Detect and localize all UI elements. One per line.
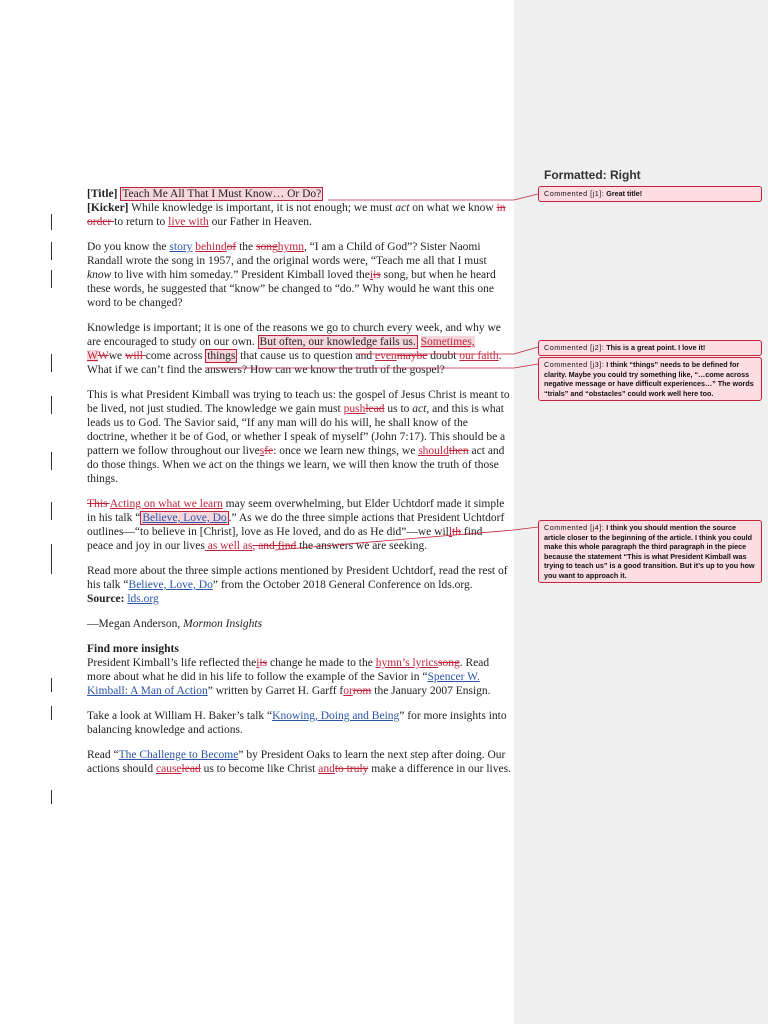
change-bar xyxy=(51,214,52,230)
text-run: may seem overwhelming, but Elder Uchtdorf made it simple in his talk “ xyxy=(87,498,505,524)
text-run: Take a look at William H. Baker’s talk “ xyxy=(87,710,273,722)
insertion[interactable]: i xyxy=(369,269,374,281)
text-run: , “I am a Child of God”? Sister Naomi Randall wrote the song in 1957, and the original words were, “Teach me all that I must xyxy=(87,241,487,267)
deletion[interactable]: to truly xyxy=(334,763,369,775)
change-bar xyxy=(51,270,52,288)
comment-anchor-j2[interactable]: But often, our knowledge fails us. xyxy=(259,336,416,348)
deletion[interactable]: maybe xyxy=(396,350,428,362)
paragraph-8 xyxy=(87,748,511,776)
insertion[interactable]: s xyxy=(259,445,265,457)
title-line xyxy=(87,187,511,201)
comment-j2[interactable] xyxy=(538,340,762,356)
comment-label: Commented [j2]: xyxy=(544,343,605,352)
text-run: ” for more insights into balancing knowledge and actions. xyxy=(87,710,507,736)
deletion[interactable]: in order xyxy=(87,202,506,228)
change-bar xyxy=(51,354,52,372)
insertion[interactable]: hymn’s lyrics xyxy=(375,657,438,669)
deletion[interactable]: lead xyxy=(181,763,201,775)
insertion[interactable]: l xyxy=(448,526,453,538)
byline xyxy=(87,617,511,631)
deletion[interactable]: is xyxy=(373,269,381,281)
text-run: President Kimball’s life reflected the xyxy=(87,657,257,669)
challenge-to-become-link[interactable]: The Challenge to Become xyxy=(118,749,239,761)
comment-label: Commented [j3]: xyxy=(544,360,605,369)
deletion[interactable]: lead xyxy=(365,403,385,415)
lds-org-link[interactable]: lds.org xyxy=(127,593,159,605)
deletion[interactable]: will xyxy=(125,350,146,362)
formatting-note: Formatted: Right xyxy=(544,168,641,182)
deletion[interactable]: fe xyxy=(264,445,274,457)
text-run: : once we learn new things, we xyxy=(273,445,419,457)
text-run: our Father in Heaven. xyxy=(208,216,312,228)
insertion[interactable]: i xyxy=(256,657,260,669)
text-run: to return to xyxy=(114,216,169,228)
text-run: that cause us to question and xyxy=(237,350,375,362)
text-run: doubt xyxy=(427,350,460,362)
text-run: act and do those things. When we act on the things we learn, we will then know the truth of those things. xyxy=(87,445,505,485)
source-label: Source: xyxy=(87,593,125,605)
insertion[interactable]: and xyxy=(318,763,335,775)
text-run: This is what President Kimball was trying to teach us: the gospel of Jesus Christ is meant to be lived, not just studied. The knowledge we gain must xyxy=(87,389,510,415)
change-bar xyxy=(51,706,52,720)
deletion[interactable]: rom xyxy=(352,685,372,697)
text-run: us to xyxy=(384,403,413,415)
insertion[interactable]: behind xyxy=(195,241,227,253)
text-run: ” written by Garret H. Garff f xyxy=(207,685,344,697)
comment-text: I think “things” needs to be defined for clarity. Maybe you could try something like, “…come across negative message or have difficult experiences…” The words “trials” and “obstacles” could work well here too. xyxy=(544,360,754,398)
article-title[interactable]: Teach Me All That I Must Know… Or Do? xyxy=(122,188,322,200)
text-run: ” from the October 2018 General Conference on lds.org. xyxy=(212,579,473,591)
insertion[interactable]: hymn xyxy=(277,241,304,253)
change-bar xyxy=(51,242,52,260)
comment-text: This is a great point. I love it! xyxy=(606,343,706,352)
kicker-paragraph xyxy=(87,201,511,229)
text-run: the January 2007 Ensign. xyxy=(371,685,491,697)
believe-love-do-link[interactable]: Believe, Love, Do xyxy=(142,512,227,524)
deletion[interactable]: W xyxy=(97,350,109,362)
deletion[interactable]: then xyxy=(448,445,469,457)
insertion[interactable]: live with xyxy=(168,216,209,228)
deletion[interactable]: of xyxy=(226,241,237,253)
paragraph-1 xyxy=(87,240,511,310)
text-run: us to become like Christ xyxy=(200,763,319,775)
deletion[interactable]: song xyxy=(256,241,278,253)
text-run: make a difference in our lives. xyxy=(368,763,511,775)
text-run: song, but when he heard these words, he suggested that “know” be changed to “do.” Why would he want this one word to be changed? xyxy=(87,269,496,309)
deletion[interactable]: is xyxy=(259,657,268,669)
text-run: on what we know xyxy=(409,202,497,214)
text-run: , and this is what leads us to God. The Savior said, “If any man will do his will, he shall know of the doctrine, whether it be of God, or whether I speak of myself” (John 7:17). This should be a pattern we follow throughout our live xyxy=(87,403,506,457)
insertion[interactable]: Acting on what we learn xyxy=(109,498,223,510)
paragraph-3 xyxy=(87,388,511,486)
text-run: find peace and joy in our lives xyxy=(87,526,483,552)
change-bar xyxy=(51,678,52,692)
knowing-doing-being-link[interactable]: Knowing, Doing and Being xyxy=(272,710,400,722)
text-run: act xyxy=(395,202,410,214)
paragraph-5 xyxy=(87,564,511,606)
insertion[interactable]: our faith xyxy=(459,350,499,362)
author: —Megan Anderson, xyxy=(87,618,184,630)
more-insights-section xyxy=(87,642,511,656)
comment-anchor-j3[interactable]: things xyxy=(207,350,236,362)
change-bar xyxy=(51,502,52,520)
paragraph-4 xyxy=(87,497,511,553)
insertion[interactable]: as well as xyxy=(204,540,253,552)
insertion[interactable]: or xyxy=(343,685,353,697)
markup-pane xyxy=(514,0,768,1024)
change-bar xyxy=(51,544,52,574)
text-run: . What if we can’t find the answers? How can we know the truth of the gospel? xyxy=(87,350,502,376)
comment-text: I think you should mention the source article closer to the beginning of the article. I think you could make this whole paragraph the third paragraph in the piece because the statement “This is what President Kimball was trying to teach us” is a good transition. But it’s up to you how you want to approach it. xyxy=(544,523,755,580)
text-run: to live with him someday.” President Kimball loved the xyxy=(111,269,370,281)
text-run: . Read more about what he did in his life to follow the example of the Savior in “ xyxy=(87,657,490,683)
comment-label: Commented [j4]: xyxy=(544,523,605,532)
paragraph-7 xyxy=(87,709,511,737)
insertion[interactable]: Sometimes, W xyxy=(87,336,475,362)
deletion[interactable]: song xyxy=(438,657,460,669)
deletion[interactable]: th xyxy=(452,526,462,538)
comment-j4[interactable] xyxy=(538,520,762,583)
text-run: we xyxy=(108,350,126,362)
text-run: Read “ xyxy=(87,749,119,761)
comment-label: Commented [j1]: xyxy=(544,189,605,198)
insertion[interactable]: even xyxy=(374,350,397,362)
title-tag: [Title] xyxy=(87,188,118,200)
document-body xyxy=(87,187,511,787)
comment-text: Great title! xyxy=(606,189,643,198)
paragraph-6 xyxy=(87,656,511,698)
change-bar xyxy=(51,396,52,414)
text-run: change he made to the xyxy=(267,657,376,669)
believe-love-do-link[interactable]: Believe, Love, Do xyxy=(128,579,213,591)
comment-j1[interactable] xyxy=(538,186,762,202)
change-bar xyxy=(51,790,52,804)
insertion[interactable]: cause xyxy=(156,763,182,775)
text-run: Read more about the three simple actions mentioned by President Uchtdorf, read the rest of his talk “ xyxy=(87,565,508,591)
text-run: Knowledge is important; it is one of the reasons we go to church every week, and why we are encouraged to study on our own. xyxy=(87,322,501,348)
change-bar xyxy=(51,452,52,470)
insertion[interactable]: push xyxy=(343,403,366,415)
text-run: the xyxy=(236,241,257,253)
text-run: come across xyxy=(145,350,206,362)
text-run: .” As we do the three simple actions that President Uchtdorf outlines—“to believe in [Christ], love as He loved, and do as He did”—we wil xyxy=(87,512,505,538)
spencer-kimball-link[interactable]: Spencer W. Kimball: A Man of Action xyxy=(87,671,480,697)
text-run: ” by President Oaks to learn the next step after doing. Our actions should xyxy=(87,749,506,775)
story-link[interactable]: story xyxy=(169,241,193,253)
text-run: While knowledge is important, it is not enough; we must xyxy=(128,202,396,214)
kicker-tag: [Kicker] xyxy=(87,202,129,214)
text-run: know xyxy=(87,269,112,281)
deletion[interactable]: , and find xyxy=(252,540,297,552)
text-run: the answers we are seeking. xyxy=(296,540,428,552)
paragraph-2 xyxy=(87,321,511,377)
insertion[interactable]: should xyxy=(418,445,449,457)
comment-j3[interactable] xyxy=(538,357,762,401)
section-heading: Find more insights xyxy=(87,643,179,655)
text-run: Do you know the xyxy=(87,241,170,253)
publication: Mormon Insights xyxy=(183,618,263,630)
deletion[interactable]: This xyxy=(87,498,110,510)
text-run: act xyxy=(412,403,427,415)
